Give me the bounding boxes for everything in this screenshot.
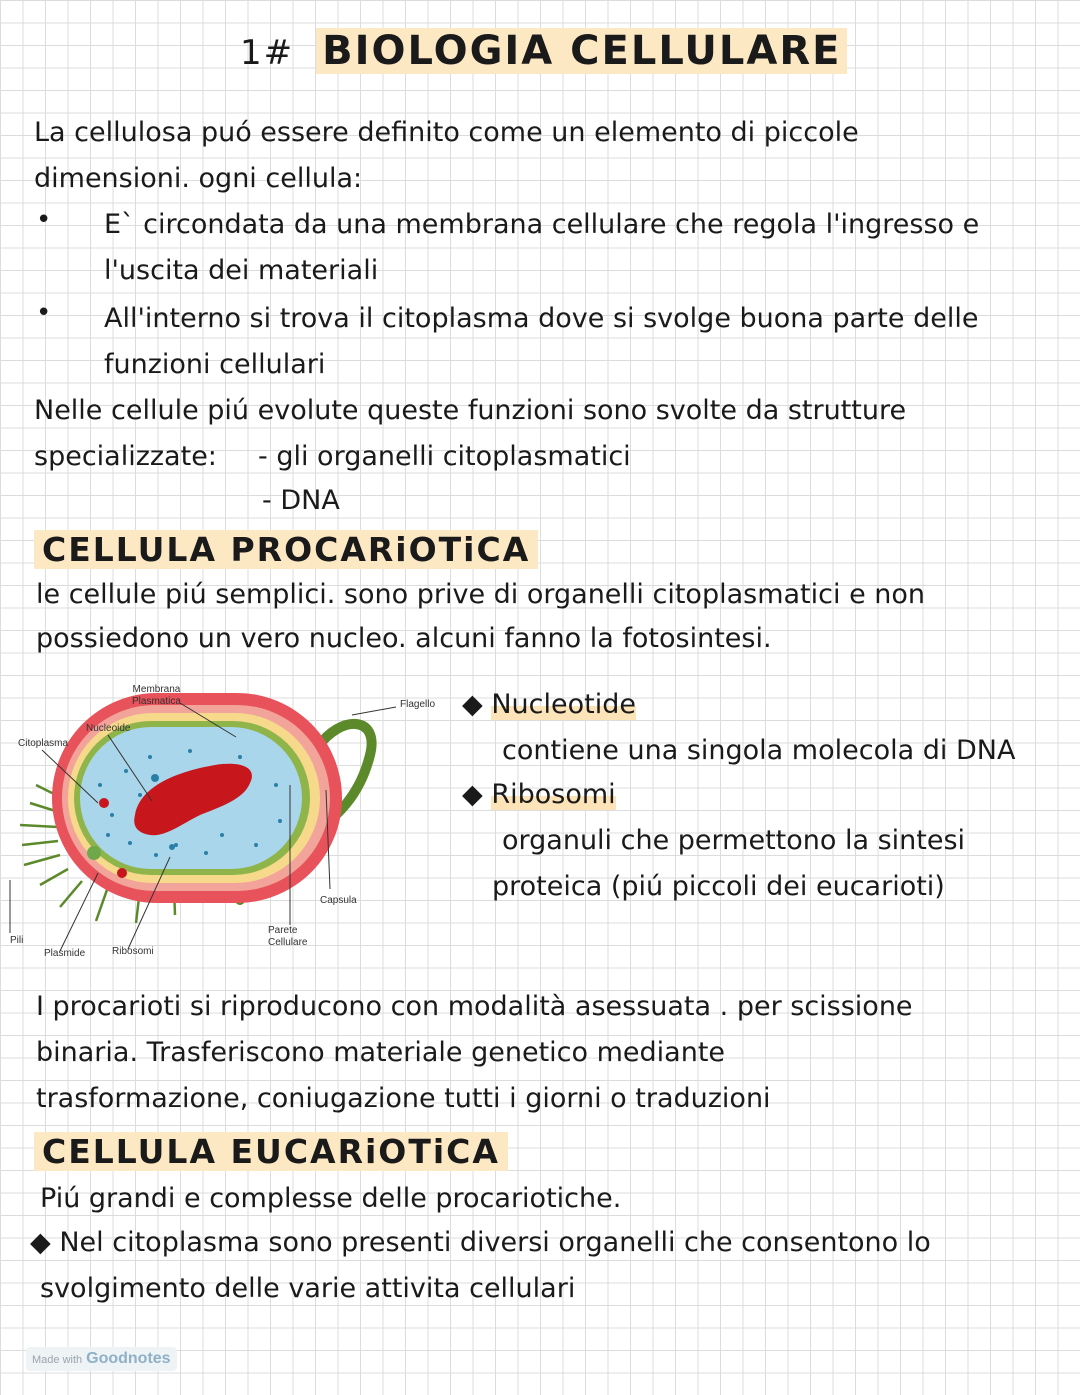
title-number: 1# (240, 33, 295, 73)
eucariotica-line-2 (30, 1220, 931, 1266)
eucariotica-line-1: Piú grandi e complesse delle procariotiche. (40, 1183, 622, 1214)
nucleotide-note (462, 682, 636, 728)
diamond-icon: ◆ (462, 689, 483, 720)
bullet-dot-2: • (36, 298, 52, 328)
evolved-line-1: Nelle cellule piú evolute queste funzioni sono svolte da strutture (34, 395, 907, 426)
label-capsula: Capsula (320, 895, 357, 906)
made-with-label: Made with (32, 1354, 83, 1366)
ribosomi-note (462, 772, 616, 818)
eucariotica-line-2-text: Nel citoplasma sono presenti diversi organelli che consentono lo (59, 1227, 931, 1258)
label-membrana-line-2: Plasmatica (132, 696, 181, 707)
intro-line-2: dimensioni. ogni cellula: (34, 163, 363, 194)
heading-procariotica: CELLULA PROCARiOTiCA (34, 530, 538, 569)
label-membrana (132, 684, 181, 708)
ribosomi-title: Ribosomi (491, 779, 616, 810)
procariotica-line-1: le cellule piú semplici. sono prive di organelli citoplasmatici e non (36, 579, 926, 610)
bullet-2-line-2: funzioni cellulari (104, 349, 326, 380)
bullet-1-line-1: E` circondata da una membrana cellulare che regola l'ingresso e (104, 209, 980, 240)
label-ribosomi: Ribosomi (112, 946, 154, 957)
bullet-2-line-1: All'interno si trova il citoplasma dove si svolge buona parte delle (104, 303, 979, 334)
label-flagello: Flagello (400, 699, 436, 710)
evolved-line-2b: - gli organelli citoplasmatici (258, 441, 631, 472)
diamond-icon: ◆ (30, 1227, 51, 1258)
diamond-icon: ◆ (462, 779, 483, 810)
page-title (240, 28, 847, 74)
ribosomi-text-2: proteica (piú piccoli dei eucarioti) (492, 871, 945, 902)
label-pili: Pili (10, 935, 24, 946)
evolved-line-3: - DNA (262, 485, 340, 516)
label-parete-line-1: Parete (268, 925, 298, 936)
repro-line-3: trasformazione, coniugazione tutti i giorni o traduzioni (36, 1083, 771, 1114)
repro-line-1: I procarioti si riproducono con modalità asessuata . per scissione (36, 991, 913, 1022)
repro-line-2: binaria. Trasferiscono materiale genetico mediante (36, 1037, 726, 1068)
ribosomi-text-1: organuli che permettono la sintesi (502, 825, 966, 856)
bullet-dot-1: • (36, 205, 52, 235)
label-nucleoide: Nucleoide (86, 723, 131, 734)
procariotica-line-2: possiedono un vero nucleo. alcuni fanno la fotosintesi. (36, 623, 772, 654)
goodnotes-logo: Goodnotes (86, 1350, 171, 1367)
intro-line-1: La cellulosa puó essere definito come un elemento di piccole (34, 117, 859, 148)
nucleotide-text: contiene una singola molecola di DNA (502, 735, 1016, 766)
label-plasmide: Plasmide (44, 948, 86, 959)
label-parete-line-2: Cellulare (268, 937, 308, 948)
heading-eucariotica: CELLULA EUCARiOTiCA (34, 1132, 508, 1171)
title-text: BIOLOGIA CELLULARE (316, 28, 847, 74)
label-parete (268, 925, 307, 949)
plasmid-icon (99, 798, 109, 808)
nucleotide-title: Nucleotide (491, 689, 636, 720)
goodnotes-badge (26, 1347, 177, 1371)
label-membrana-line-1: Membrana (132, 684, 181, 695)
bullet-1-line-2: l'uscita dei materiali (104, 255, 379, 286)
evolved-line-2a: specializzate: (34, 441, 217, 472)
eucariotica-line-3: svolgimento delle varie attivita cellulari (40, 1273, 576, 1304)
label-citoplasma: Citoplasma (18, 738, 69, 749)
prokaryote-cell-diagram (0, 675, 460, 965)
